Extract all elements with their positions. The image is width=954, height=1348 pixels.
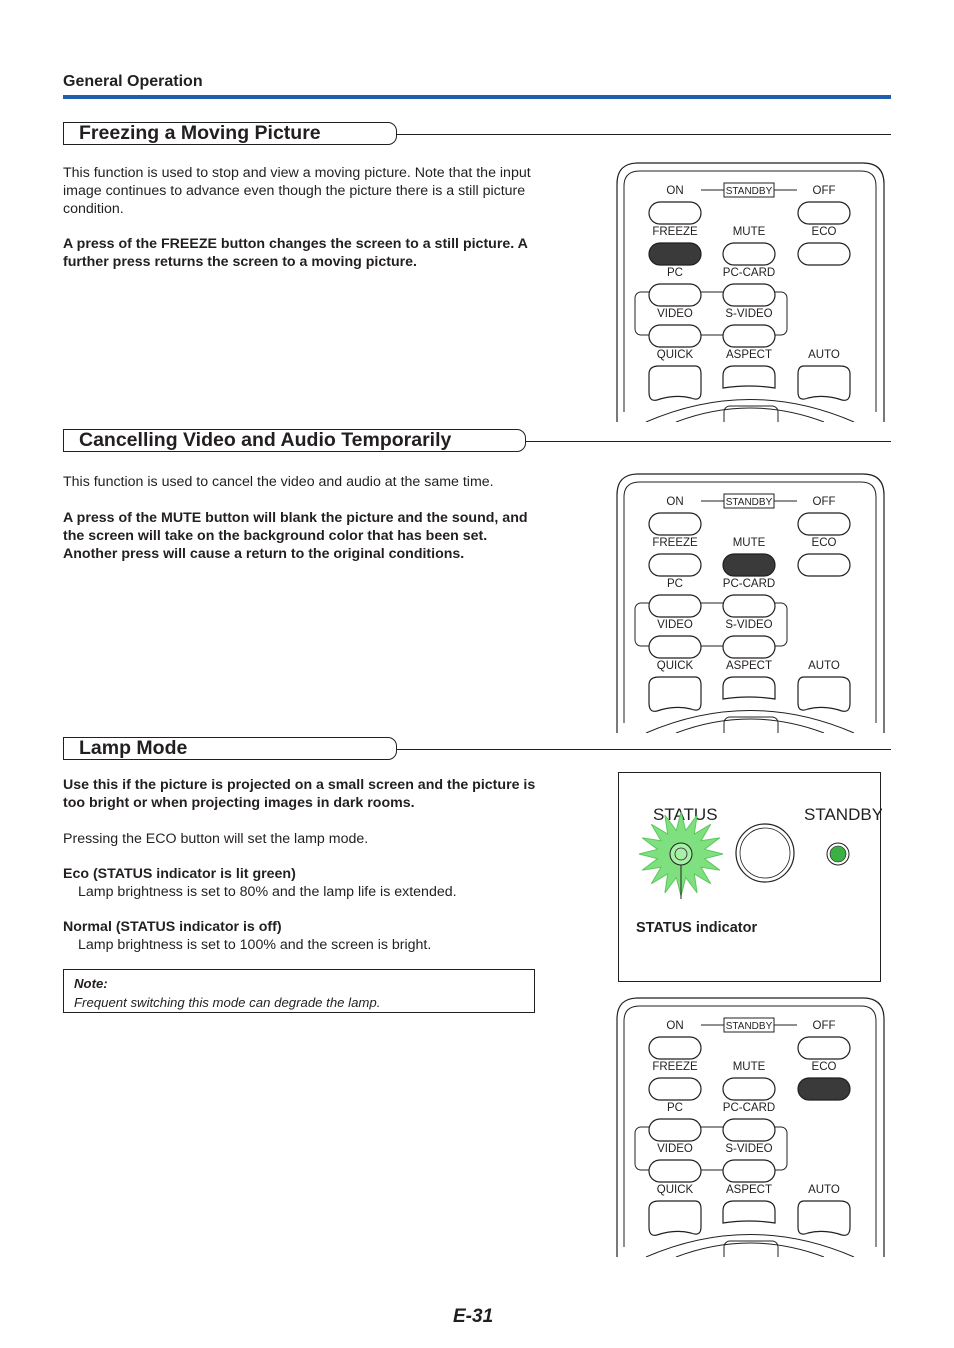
remote-label-on: ON — [666, 496, 684, 508]
remote-label-pc: PC — [667, 578, 683, 590]
remote-button-freeze — [649, 1078, 701, 1100]
remote-graphic — [616, 997, 886, 1257]
remote-label-aspect: ASPECT — [725, 660, 773, 672]
remote-button-pc — [649, 595, 701, 617]
remote-label-on: ON — [666, 1020, 684, 1032]
remote-illustration-freeze — [616, 162, 886, 422]
remote-label-mute: MUTE — [732, 226, 766, 238]
freeze-instruction: A press of the FREEZE button changes the screen to a still picture. A further press returns the screen to a moving picture. — [63, 236, 528, 270]
standby-label: STANDBY — [804, 805, 882, 824]
remote-button-eco — [798, 554, 850, 576]
eco-description: Lamp brightness is set to 80% and the lamp life is extended. — [78, 884, 457, 900]
remote-label-freeze: FREEZE — [652, 226, 698, 238]
section-heading-box — [63, 737, 397, 760]
remote-label-aspect: ASPECT — [725, 349, 773, 361]
remote-label-quick: QUICK — [656, 660, 694, 672]
remote-button-svideo — [723, 1160, 775, 1182]
remote-label-aspect: ASPECT — [725, 1184, 773, 1196]
remote-button-svideo — [723, 325, 775, 347]
mute-instruction: A press of the MUTE button will blank the picture and the sound, and the screen will take on the background color that has been set. Another press will cause a return to the original conditions. — [63, 510, 528, 562]
remote-button-video — [649, 325, 701, 347]
remote-label-svideo: S-VIDEO — [725, 1143, 773, 1155]
section-rule — [396, 749, 891, 750]
remote-button-pccard — [723, 1119, 775, 1141]
remote-illustration-mute — [616, 473, 886, 733]
remote-label-pccard: PC-CARD — [722, 1102, 776, 1114]
remote-button-quick — [649, 677, 701, 711]
remote-label-off: OFF — [812, 496, 836, 508]
remote-label-pc: PC — [667, 1102, 683, 1114]
standby-led-icon — [830, 846, 846, 862]
remote-button-video — [649, 636, 701, 658]
lamp-intro: Pressing the ECO button will set the lamp mode. — [63, 831, 369, 847]
remote-button-on — [649, 513, 701, 535]
remote-label-freeze: FREEZE — [652, 1061, 698, 1073]
remote-button-off — [798, 1037, 850, 1059]
remote-button-on — [649, 202, 701, 224]
remote-button-off — [798, 202, 850, 224]
remote-button-mute — [723, 243, 775, 265]
remote-button-aspect — [723, 677, 775, 699]
freeze-intro: This function is used to stop and view a moving picture. Note that the input image continues to advance even though the picture there is a still picture condition. — [63, 165, 531, 217]
section-heading-box — [63, 122, 397, 145]
remote-label-svideo: S-VIDEO — [725, 308, 773, 320]
remote-graphic — [616, 162, 886, 422]
remote-label-off: OFF — [812, 1020, 836, 1032]
dpad-arc — [646, 711, 854, 734]
remote-button-pc — [649, 284, 701, 306]
mute-intro: This function is used to cancel the video and audio at the same time. — [63, 474, 494, 490]
remote-label-pc: PC — [667, 267, 683, 279]
remote-graphic — [616, 473, 886, 733]
remote-label-on: ON — [666, 185, 684, 197]
remote-button-quick — [649, 1201, 701, 1235]
remote-button-quick — [649, 366, 701, 400]
remote-button-pccard — [723, 284, 775, 306]
remote-button-video — [649, 1160, 701, 1182]
header-rule — [63, 95, 891, 99]
remote-label-standby: STANDBY — [725, 1021, 773, 1032]
indicator-panel — [618, 772, 881, 982]
remote-label-eco: ECO — [811, 226, 837, 238]
remote-label-svideo: S-VIDEO — [725, 619, 773, 631]
remote-button-mute — [723, 1078, 775, 1100]
status-indicator-caption: STATUS indicator — [636, 920, 758, 936]
remote-button-freeze — [649, 554, 701, 576]
remote-label-mute: MUTE — [732, 537, 766, 549]
remote-button-aspect — [723, 1201, 775, 1223]
dpad-arc — [646, 1235, 854, 1258]
note-box — [63, 969, 535, 1013]
section-title-freeze: Freezing a Moving Picture — [79, 122, 321, 144]
note-text: Frequent switching this mode can degrade the lamp. — [74, 995, 381, 1010]
power-button-icon — [736, 824, 794, 882]
page-number: E-31 — [453, 1306, 494, 1327]
remote-button-eco — [798, 1078, 850, 1100]
remote-label-auto: AUTO — [808, 1184, 840, 1196]
remote-label-standby: STANDBY — [725, 497, 773, 508]
section-heading-box — [63, 429, 526, 452]
remote-button-freeze — [649, 243, 701, 265]
remote-button-auto — [798, 1201, 850, 1235]
dpad-arc-inner — [676, 408, 824, 422]
remote-button-eco — [798, 243, 850, 265]
remote-label-eco: ECO — [811, 537, 837, 549]
remote-label-video: VIDEO — [657, 308, 693, 320]
remote-label-standby: STANDBY — [725, 186, 773, 197]
indicator-panel-graphic — [619, 773, 882, 983]
remote-label-pccard: PC-CARD — [722, 267, 776, 279]
running-header: General Operation — [63, 73, 203, 90]
remote-button-svideo — [723, 636, 775, 658]
dpad-arc-inner — [676, 719, 824, 733]
remote-button-on — [649, 1037, 701, 1059]
remote-label-pccard: PC-CARD — [722, 578, 776, 590]
status-label: STATUS — [653, 805, 718, 824]
note-label: Note: — [74, 976, 108, 991]
remote-label-off: OFF — [812, 185, 836, 197]
eco-heading: Eco (STATUS indicator is lit green) — [63, 866, 296, 882]
power-button-ring — [740, 828, 790, 878]
remote-button-mute — [723, 554, 775, 576]
remote-button-pc — [649, 1119, 701, 1141]
remote-label-freeze: FREEZE — [652, 537, 698, 549]
remote-label-mute: MUTE — [732, 1061, 766, 1073]
remote-label-video: VIDEO — [657, 619, 693, 631]
remote-button-off — [798, 513, 850, 535]
lamp-intro-bold: Use this if the picture is projected on a small screen and the picture is too bright or when projecting images in dark rooms. — [63, 777, 536, 811]
remote-label-eco: ECO — [811, 1061, 837, 1073]
section-rule — [396, 134, 891, 135]
status-led-icon — [670, 843, 692, 865]
dpad-arc-inner — [676, 1243, 824, 1257]
remote-label-auto: AUTO — [808, 660, 840, 672]
remote-label-quick: QUICK — [656, 349, 694, 361]
remote-illustration-eco — [616, 997, 886, 1257]
remote-button-auto — [798, 366, 850, 400]
remote-button-aspect — [723, 366, 775, 388]
normal-heading: Normal (STATUS indicator is off) — [63, 919, 282, 935]
remote-button-pccard — [723, 595, 775, 617]
section-rule — [525, 441, 891, 442]
section-title-lamp: Lamp Mode — [79, 737, 188, 759]
normal-description: Lamp brightness is set to 100% and the screen is bright. — [78, 937, 432, 953]
remote-button-auto — [798, 677, 850, 711]
section-title-mute: Cancelling Video and Audio Temporarily — [79, 429, 452, 451]
dpad-arc — [646, 400, 854, 423]
remote-label-quick: QUICK — [656, 1184, 694, 1196]
remote-label-auto: AUTO — [808, 349, 840, 361]
remote-label-video: VIDEO — [657, 1143, 693, 1155]
